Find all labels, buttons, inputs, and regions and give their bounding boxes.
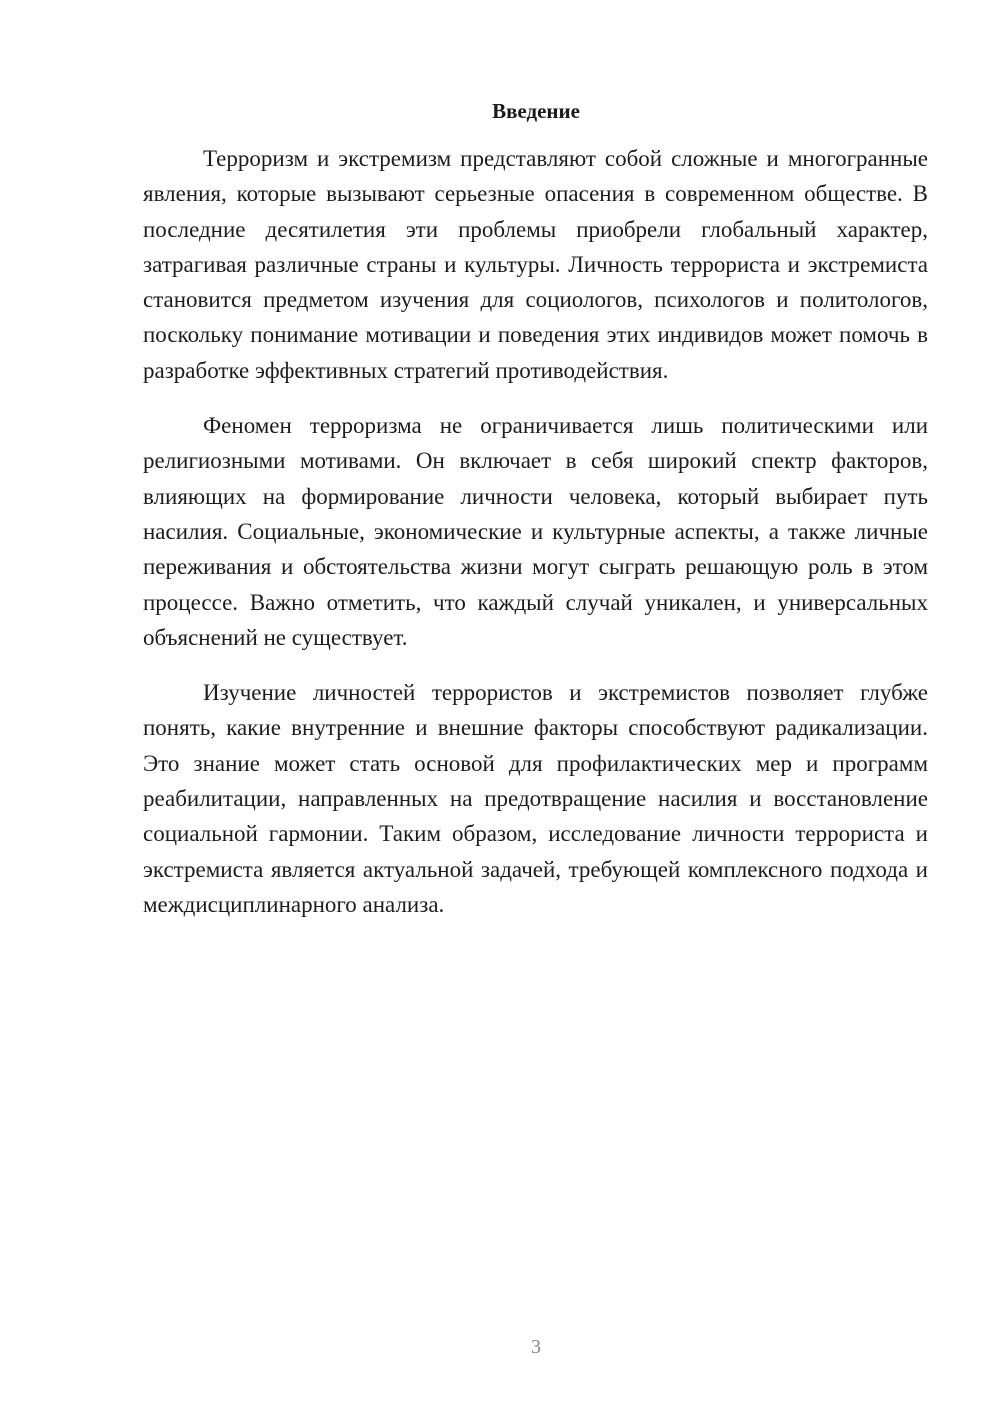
- section-heading: Введение: [492, 99, 580, 123]
- paragraph-3: Изучение личностей террористов и экстремистов позволяет глубже понять, какие внутренние и внешние факторы способствуют радикализации. Это знание может стать основой для профилактических мер и программ реабилитации, направленных на предотвращение насилия и восстановление социальной гармонии. Таким образом, исследование личности террориста и экстремиста является актуальной задачей, требующей комплексного подхода и междисциплинарного анализа.: [143, 680, 928, 917]
- paragraph-2: Феномен терроризма не ограничивается лишь политическими или религиозными мотивами. Он включает в себя широкий спектр факторов, влияющих на формирование личности человека, который выбирает путь насилия. Социальные, экономические и культурные аспекты, а также личные переживания и обстоятельства жизни могут сыграть решающую роль в этом процессе. Важно отметить, что каждый случай уникален, и универсальных объяснений не существует.: [143, 413, 928, 650]
- page-number: 3: [531, 1336, 541, 1358]
- paragraph-1: Терроризм и экстремизм представляют собой сложные и многогранные явления, которые вызывают серьезные опасения в современном обществе. В последние десятилетия эти проблемы приобрели глобальный характер, затрагивая различные страны и культуры. Личность террориста и экстремиста становится предметом изучения для социологов, психологов и политологов, поскольку понимание мотивации и поведения этих индивидов может помочь в разработке эффективных стратегий противодействия.: [143, 146, 928, 383]
- body-text: [143, 141, 928, 942]
